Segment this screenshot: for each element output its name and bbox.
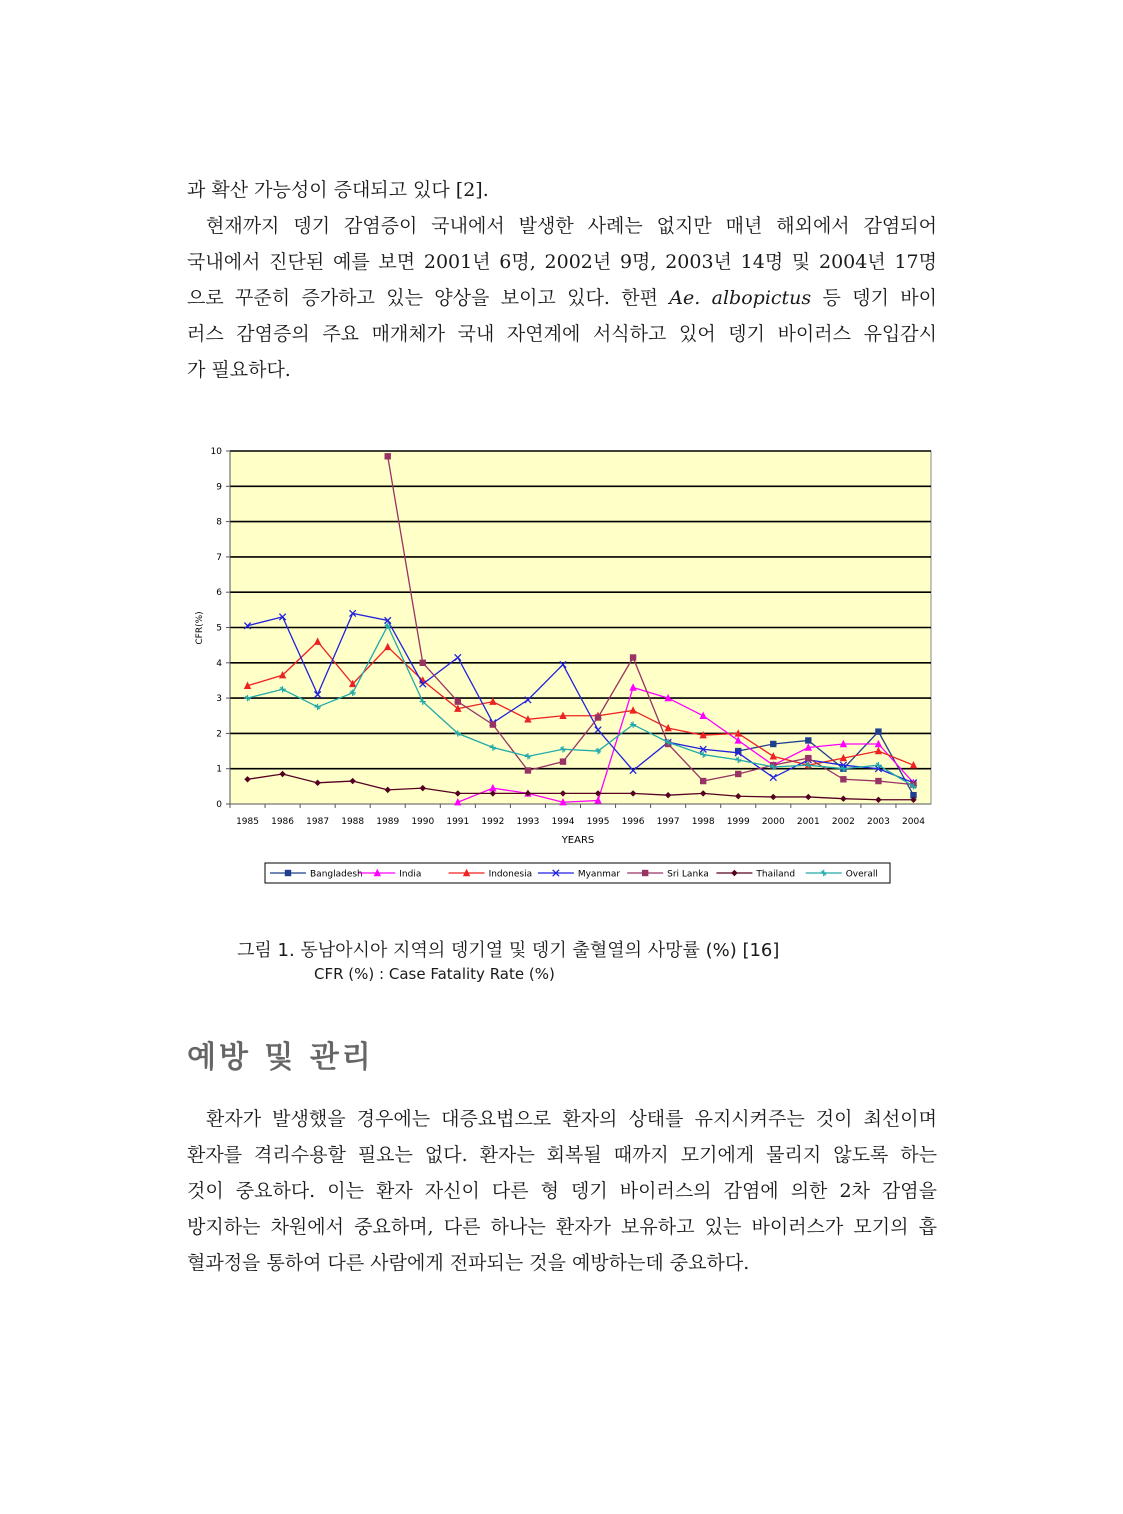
y-tick-label: 0 [216, 800, 222, 810]
x-axis [230, 804, 931, 827]
y-tick-label: 10 [210, 447, 222, 457]
text-line: 현재까지 뎅기 감염증이 국내에서 발생한 사례는 없지만 매년 해외에서 감염되어 [206, 215, 937, 237]
x-tick-label: 1997 [656, 817, 680, 827]
x-tick-label: 2000 [761, 817, 785, 827]
data-point-sri-lanka [700, 778, 706, 784]
cfr-line-chart [190, 438, 950, 898]
y-tick-label: 6 [216, 588, 222, 599]
x-tick-label: 1992 [481, 817, 505, 827]
data-point-sri-lanka [420, 660, 426, 666]
x-axis-label: YEARS [561, 835, 595, 846]
y-axis-label: CFR(%) [195, 611, 205, 645]
data-point-bangladesh [875, 728, 881, 734]
x-tick-label: 1989 [376, 817, 400, 827]
legend-label-sri-lanka: Sri Lanka [667, 869, 709, 880]
y-tick-label: 7 [216, 552, 222, 563]
x-tick-label: 1998 [691, 817, 715, 827]
legend-label-indonesia: Indonesia [488, 869, 533, 880]
caption-title: 그림 1. 동남아시아 지역의 뎅기열 및 뎅기 출혈열의 사망률 (%) [16] [237, 940, 780, 961]
x-tick-label: 1994 [551, 817, 575, 827]
x-tick-label: 1987 [306, 817, 330, 827]
text-fragment: 으로 꾸준히 증가하고 있는 양상을 보이고 있다. 한편 [187, 287, 670, 309]
x-tick-label: 1995 [586, 817, 610, 827]
data-point-sri-lanka [805, 755, 811, 761]
data-point-bangladesh [770, 741, 776, 747]
text-line: 환자가 발생했을 경우에는 대증요법으로 환자의 상태를 유지시켜주는 것이 최선이며 [206, 1108, 937, 1130]
data-point-sri-lanka [560, 758, 566, 764]
data-point-sri-lanka [595, 714, 601, 720]
legend-label-bangladesh: Bangladesh [310, 869, 363, 880]
data-point-sri-lanka [385, 453, 391, 459]
x-tick-label: 2002 [831, 817, 855, 827]
figure-caption [237, 938, 779, 984]
legend-marker-sri-lanka [642, 870, 648, 876]
text-line: 혈과정을 통하여 다른 사람에게 전파되는 것을 예방하는데 중요하다. [187, 1252, 750, 1274]
x-tick-label: 1985 [236, 817, 259, 827]
legend-label-myanmar: Myanmar [577, 869, 621, 880]
x-tick-label: 1993 [516, 817, 540, 827]
data-point-sri-lanka [630, 654, 636, 660]
legend-label-thailand: Thailand [756, 869, 796, 880]
data-point-sri-lanka [490, 721, 496, 727]
data-point-sri-lanka [875, 778, 881, 784]
text-line: 것이 중요하다. 이는 환자 자신이 다른 형 뎅기 바이러스의 감염에 의한 2차 감염을 [187, 1180, 937, 1202]
x-tick-label: 1996 [621, 817, 645, 827]
text-line: 국내에서 진단된 예를 보면 2001년 6명, 2002년 9명, 2003년 14명 및 2004년 17명 [187, 251, 937, 273]
text-line: 환자를 격리수용할 필요는 없다. 환자는 회복될 때까지 모기에게 물리지 않도록 하는 [187, 1144, 937, 1166]
y-axis [211, 447, 230, 810]
caption-note: CFR (%) : Case Fatality Rate (%) [314, 965, 555, 983]
y-tick-label: 8 [216, 517, 222, 528]
x-tick-label: 2004 [902, 817, 925, 827]
y-tick-label: 2 [216, 729, 222, 740]
body-text-prevention [187, 1101, 937, 1281]
legend-label-overall: Overall [845, 869, 878, 880]
y-tick-label: 5 [216, 623, 222, 634]
species-name: Ae. albopictus [669, 287, 812, 309]
legend-label-india: India [399, 869, 422, 880]
y-tick-label: 1 [216, 764, 222, 775]
text-line [187, 280, 937, 316]
text-line: 과 확산 가능성이 증대되고 있다 [2]. [187, 179, 489, 201]
legend-marker-bangladesh [285, 870, 291, 876]
data-point-sri-lanka [525, 767, 531, 773]
body-text-intro [187, 172, 937, 388]
text-line: 가 필요하다. [187, 359, 291, 381]
y-tick-label: 4 [216, 658, 222, 669]
chart-legend [265, 863, 890, 883]
x-tick-label: 2001 [796, 817, 820, 827]
x-tick-label: 1991 [446, 817, 470, 827]
plot-area [230, 451, 931, 804]
x-tick-label: 1999 [726, 817, 750, 827]
data-point-sri-lanka [840, 776, 846, 782]
section-heading: 예방 및 관리 [187, 1040, 374, 1075]
y-tick-label: 9 [216, 482, 222, 493]
y-tick-label: 3 [216, 694, 222, 705]
x-tick-label: 1988 [341, 817, 365, 827]
text-line: 방지하는 차원에서 중요하며, 다른 하나는 환자가 보유하고 있는 바이러스가 모기의 흡 [187, 1216, 937, 1238]
text-line: 러스 감염증의 주요 매개체가 국내 자연계에 서식하고 있어 뎅기 바이러스 유입감시 [187, 323, 937, 345]
data-point-sri-lanka [455, 698, 461, 704]
data-point-sri-lanka [735, 771, 741, 777]
x-tick-label: 2003 [866, 817, 890, 827]
x-tick-label: 1986 [271, 817, 295, 827]
x-tick-label: 1990 [411, 817, 435, 827]
text-fragment: 등 뎅기 바이 [811, 287, 937, 309]
data-point-bangladesh [805, 737, 811, 743]
